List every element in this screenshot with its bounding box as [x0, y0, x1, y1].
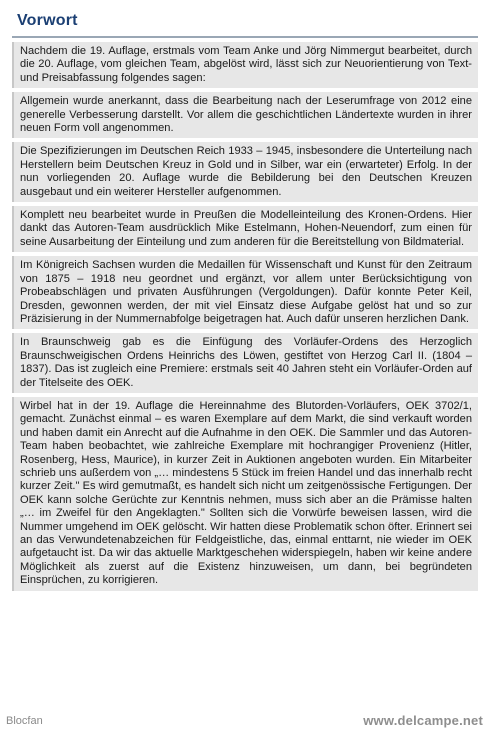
title-divider: [12, 36, 478, 38]
page-title: Vorwort: [17, 12, 78, 29]
watermark-footer: [0, 712, 489, 730]
paragraph-intro: Nachdem die 19. Auflage, erstmals vom Team Anke und Jörg Nimmergut bearbeitet, durch die 20. Auflage, vom gleichen Team, abgelöst wird, lässt sich zur Neuorientierung von Text- und Preisabfassung folgendes sagen:: [12, 42, 478, 88]
paragraph-deutsches-reich: Die Spezifizierungen im Deutschen Reich 1933 – 1945, insbesondere die Unterteilung nach Herstellern beim Deutschen Kreuz in Gold und in Silber, war ein (erwarteter) Erfolg. In der nun vorliegenden 20. Auflage wurde die Bebilderung bei den Deutschen Kreuzen ausgebaut und ein weiterer Hersteller aufgenommen.: [12, 142, 478, 202]
brand-watermark: Blocfan: [6, 715, 43, 727]
preface-page: [12, 12, 478, 712]
paragraph-general: Allgemein wurde anerkannt, dass die Bearbeitung nach der Leserumfrage von 2012 eine generelle Verbesserung darstellt. Vor allem die geschichtlichen Ländertexte wurden in ihrer neuen Form voll angenommen.: [12, 92, 478, 138]
paragraph-blutorden: Wirbel hat in der 19. Auflage die Hereinnahme des Blutorden-Vorläufers, OEK 3702/1, gemacht. Zunächst einmal – es waren Exemplare auf dem Markt, die sind verkauft worden und haben damit ein Anrecht auf die Aufnahme in den OEK. Die Sammler und das Autoren-Team haben beobachtet, wie zahlreiche Exemplare mit hochrangiger Provenienz (Hitler, Rosenberg, Hess, Maurice), in kurzer Zeit in Auktionen angeboten wurden. Ein Mitarbeiter schrieb uns außerdem von „… mindestens 5 Stück im freien Handel und das innerhalb recht kurzer Zeit." Es wird gemutmaßt, es handelt sich nicht um zeitgenössische Fertigungen. Der OEK kann solche Gerüchte zur Kenntnis nehmen, muss sich aber an die Prämisse halten „… im Zweifel für den Angeklagten." Sollten sich die Vorwürfe beweisen lassen, wird die Nummer umgehend im OEK gelöscht. Wir hatten diese Problematik schon öfter. Erinnert sei an das Verwundetenabzeichen für Feldgeistliche, das, einmal enttarnt, nie wieder im OEK aufgetaucht ist. Da wir das aktuelle Marktgeschehen widerspiegeln, haben wir keine andere Möglichkeit als zuerst auf die Existenz hinzuweisen, um dann, bei begründeten Einsprüchen, zu korrigieren.: [12, 397, 478, 591]
site-watermark: www.delcampe.net: [363, 713, 483, 728]
paragraph-sachsen: Im Königreich Sachsen wurden die Medaillen für Wissenschaft und Kunst für den Zeitraum von 1875 – 1918 neu geordnet und ergänzt, vor allem unter Berücksichtigung von Probeabschlägen und privaten Ausführungen (Vergoldungen). Dafür konnte Peter Keil, Dresden, gewonnen werden, der mit viel Einsatz diese Aufgabe gelöst hat und so zur Präzisierung in der Nummernabfolge beigetragen hat. Auch dafür unseren herzlichen Dank.: [12, 256, 478, 329]
paragraph-braunschweig: In Braunschweig gab es die Einfügung des Vorläufer-Ordens des Herzoglich Braunschweigischen Ordens Heinrichs des Löwen, gestiftet von Herzog Carl II. (1804 – 1837). Das ist zugleich eine Premiere: erstmals seit 40 Jahren steht ein Vorläufer-Orden auf der Titelseite des OEK.: [12, 333, 478, 393]
paragraph-preussen: Komplett neu bearbeitet wurde in Preußen die Modelleinteilung des Kronen-Ordens. Hier dankt das Autoren-Team ausdrücklich Mike Estelmann, Hohen-Neuendorf, zum einen für seine Ausarbeitung der Einteilung und zum anderen für die Bereitstellung von Bildmaterial.: [12, 206, 478, 252]
